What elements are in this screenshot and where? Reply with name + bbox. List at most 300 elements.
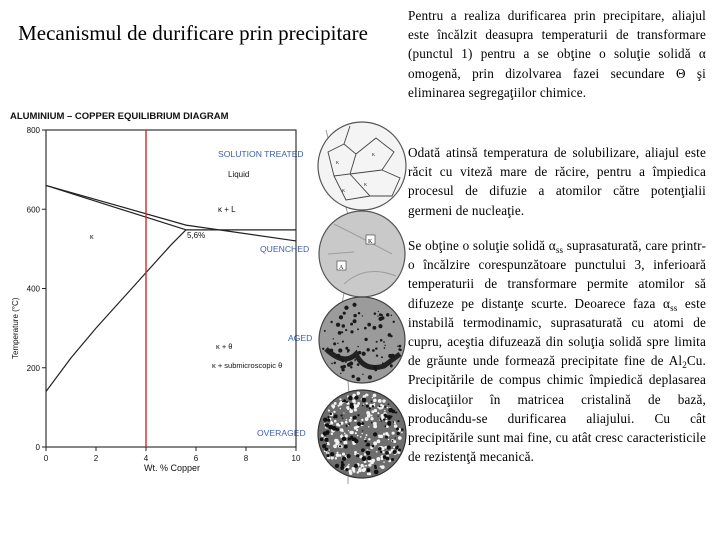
micrograph-particle xyxy=(352,375,355,378)
micrograph-particle xyxy=(342,453,345,456)
micrograph-particle xyxy=(339,402,343,406)
p3-subscript-2: 2 xyxy=(682,360,687,371)
paragraph-solution-treatment: Pentru a realiza durificarea prin precipitare, aliajul este încălzit deasupra temperaturii de transformare (punctul 1) pentru a se obţine o soluţie solidă α omogenă, prin dizolvarea fazei secundare Θ şi eliminarea segregaţiilor chimice. xyxy=(408,8,706,100)
micrograph-particle xyxy=(362,430,363,431)
micrograph-particle xyxy=(329,449,330,450)
micrograph-particle xyxy=(350,431,353,434)
micrograph-particle xyxy=(377,412,379,414)
x-tick-label-1: 2 xyxy=(93,454,99,463)
micrograph-particle xyxy=(346,425,348,427)
micrograph-particle xyxy=(361,419,363,421)
p3-part-d: Cu. Precipitările de compus chimic împiedică deplasarea dislocaţiilor în matricea cristalină de bază, producându-se durificarea aliajului. Cu cât precipitările sunt mai fine, cu atât cresc caracteristicile de rezistenţă mecanică. xyxy=(408,353,706,465)
p3-part-a: Se obţine o soluţie solidă α xyxy=(408,238,556,253)
micrograph-particle xyxy=(361,433,362,434)
micrograph-particle xyxy=(366,405,369,408)
micrograph-particle xyxy=(323,418,327,422)
micrograph-particle xyxy=(342,341,344,343)
micrograph-particle xyxy=(342,457,346,461)
micrograph-particle xyxy=(363,403,364,404)
micrograph-particle xyxy=(376,341,378,343)
x-tick-label-3: 6 xyxy=(193,454,199,463)
micrograph-particle xyxy=(346,419,348,421)
stage-label-overaged: OVERAGED xyxy=(257,428,306,438)
micrograph-particle xyxy=(368,463,371,466)
micrograph-particle xyxy=(373,424,377,428)
y-tick-label-1: 200 xyxy=(26,363,40,373)
micrograph-particle xyxy=(383,462,384,463)
micrograph-particle xyxy=(350,436,353,439)
micrograph-particle xyxy=(370,378,372,380)
micrograph-particle xyxy=(392,432,395,435)
micrograph-particle xyxy=(333,338,334,339)
micrograph-particle xyxy=(392,440,394,442)
micrograph-particle xyxy=(371,415,373,417)
micrograph-particle xyxy=(330,421,332,423)
micrograph-particle xyxy=(366,451,371,456)
micrograph-particle xyxy=(366,468,370,472)
micrograph-particle xyxy=(335,457,337,459)
micrograph-particle xyxy=(385,451,389,455)
micrograph-particle xyxy=(331,433,333,435)
micrograph-particle xyxy=(340,441,342,443)
micrograph-particle xyxy=(384,425,386,427)
micrograph-particle xyxy=(342,437,346,441)
micrograph-particle xyxy=(381,420,382,421)
micrograph-particle xyxy=(393,446,395,448)
micrograph-particle xyxy=(334,439,338,443)
micrograph-particle xyxy=(354,400,355,401)
micrograph-particle xyxy=(381,407,383,409)
micrograph-particle xyxy=(399,345,402,348)
micrograph-particle xyxy=(373,366,377,370)
overaged-micrograph xyxy=(318,390,406,478)
micrograph-particle xyxy=(382,451,384,453)
micrograph-particle xyxy=(337,343,338,344)
micrograph-particle xyxy=(372,397,374,399)
svg-text:κ: κ xyxy=(364,182,368,188)
micrograph-particle xyxy=(381,414,384,417)
micrograph-particle xyxy=(344,433,346,435)
micrograph-particle xyxy=(381,465,385,469)
micrograph-particle xyxy=(367,323,371,327)
svg-text:A: A xyxy=(339,265,344,271)
micrograph-particle xyxy=(345,361,347,363)
micrograph-particle xyxy=(343,412,344,413)
micrograph-particle xyxy=(364,327,367,330)
micrograph-particle xyxy=(335,464,339,468)
micrograph-particle xyxy=(336,354,340,358)
micrograph-particle xyxy=(362,315,363,316)
micrograph-particle xyxy=(344,468,345,469)
micrograph-particle xyxy=(326,443,327,444)
micrograph-particle xyxy=(372,326,376,330)
micrograph-particle xyxy=(374,466,377,469)
micrograph-particle xyxy=(343,312,346,315)
micrograph-particle xyxy=(342,324,345,327)
micrograph-particle xyxy=(395,411,397,413)
micrograph-particle xyxy=(340,408,342,410)
micrograph-particle xyxy=(357,414,359,416)
micrograph-particle xyxy=(381,316,385,320)
annotation-alpha-theta: κ + θ xyxy=(216,342,233,351)
micrograph-particle xyxy=(384,410,386,412)
micrograph-particle xyxy=(373,441,377,445)
micrograph-particle xyxy=(367,456,371,460)
micrograph-particle xyxy=(330,349,334,353)
micrograph-particle xyxy=(349,472,352,475)
svg-text:κ: κ xyxy=(336,160,340,166)
micrograph-particle xyxy=(353,319,357,323)
micrograph-particle xyxy=(367,348,370,351)
micrograph-particle xyxy=(357,435,359,437)
micrograph-particle xyxy=(378,434,380,436)
micrograph-particle xyxy=(339,398,341,400)
micrograph-particle xyxy=(362,456,367,461)
y-tick-label-4: 800 xyxy=(26,126,40,135)
micrograph-particle xyxy=(375,400,376,401)
micrograph-particle xyxy=(370,417,373,420)
micrograph-particle xyxy=(340,373,341,374)
micrograph-particle xyxy=(328,409,330,411)
micrograph-particle xyxy=(355,396,359,400)
micrograph-particle xyxy=(356,454,359,457)
micrograph-particle xyxy=(338,424,340,426)
micrograph-particle xyxy=(325,423,328,426)
micrograph-particle xyxy=(366,465,368,467)
micrograph-particle xyxy=(378,311,379,312)
micrograph-particle xyxy=(346,401,348,403)
micrograph-particle xyxy=(377,315,378,316)
micrograph-particle xyxy=(383,433,384,434)
micrograph-particle xyxy=(374,409,377,412)
micrograph-particle xyxy=(366,434,368,436)
micrograph-particle xyxy=(349,409,353,413)
micrograph-particle xyxy=(338,348,342,352)
micrograph-particle xyxy=(385,420,387,422)
micrograph-particle xyxy=(364,440,367,443)
micrograph-particle xyxy=(372,349,375,352)
micrograph-particle xyxy=(360,464,363,467)
al-cu-phase-diagram xyxy=(4,104,408,486)
micrograph-particle xyxy=(351,467,355,471)
micrograph-particle xyxy=(382,399,385,402)
micrograph-particle xyxy=(401,428,404,431)
micrograph-particle xyxy=(383,341,385,343)
micrograph-particle xyxy=(343,444,347,448)
micrograph-particle xyxy=(356,377,360,381)
micrograph-particle xyxy=(342,430,344,432)
micrograph-particle xyxy=(353,314,356,317)
micrograph-particle xyxy=(380,314,383,317)
micrograph-particle xyxy=(376,457,380,461)
micrograph-particle xyxy=(327,454,330,457)
micrograph-particle xyxy=(393,440,396,443)
micrograph-particle xyxy=(354,451,357,454)
micrograph-particle xyxy=(356,404,359,407)
micrograph-particle xyxy=(373,394,377,398)
micrograph-particle xyxy=(361,448,365,452)
micrograph-particle xyxy=(391,458,394,461)
p3-part-c: este instabilă termodinamic, suprasaturată cu atomi de cupru, aceştia difuzează din soluţia solidă spre limita de grăunte unde formează precipitate fine de Al xyxy=(408,295,707,369)
micrograph-particle xyxy=(387,445,391,449)
micrograph-particle xyxy=(366,443,370,447)
micrograph-particle xyxy=(391,415,393,417)
micrograph-particle xyxy=(379,400,381,402)
micrograph-particle xyxy=(362,398,367,403)
micrograph-particle xyxy=(334,414,338,418)
annotation-alpha-l: κ + L xyxy=(218,205,236,214)
micrograph-particle xyxy=(354,419,357,422)
micrograph-particle xyxy=(348,464,350,466)
micrograph-particle xyxy=(357,471,359,473)
micrograph-particle xyxy=(329,412,332,415)
micrograph-particle xyxy=(398,449,401,452)
micrograph-particle xyxy=(372,405,374,407)
micrograph-particle xyxy=(388,439,390,441)
x-axis-label: Wt. % Copper xyxy=(143,463,201,473)
micrograph-particle xyxy=(352,303,356,307)
micrograph-particle xyxy=(357,363,360,366)
micrograph-particle xyxy=(350,323,353,326)
slide-title: Mecanismul de durificare prin precipitare xyxy=(18,21,368,45)
micrograph-particle xyxy=(388,451,391,454)
micrograph-particle xyxy=(350,330,353,333)
micrograph-particle xyxy=(371,410,374,413)
micrograph-particle xyxy=(324,438,328,442)
micrograph-particle xyxy=(401,432,403,434)
micrograph-particle xyxy=(347,408,349,410)
micrograph-particle xyxy=(368,438,371,441)
micrograph-particle xyxy=(354,464,358,468)
paragraph-aging xyxy=(408,236,706,466)
micrograph-particle xyxy=(387,415,392,420)
micrograph-particle xyxy=(384,347,386,349)
micrograph-particle xyxy=(381,356,383,358)
micrograph-particle xyxy=(395,446,398,449)
y-tick-label-0: 0 xyxy=(35,443,40,452)
micrograph-particle xyxy=(333,411,335,413)
micrograph-particle xyxy=(345,329,347,331)
micrograph-particle xyxy=(327,419,330,422)
micrograph-particle xyxy=(383,418,385,420)
micrograph-particle xyxy=(380,456,382,458)
micrograph-particle xyxy=(373,432,377,436)
micrograph-particle xyxy=(387,407,389,409)
micrograph-particle xyxy=(393,421,394,422)
micrograph-particle xyxy=(348,423,350,425)
x-tick-label-2: 4 xyxy=(143,454,149,463)
micrograph-particle xyxy=(357,328,359,330)
micrograph-particle xyxy=(343,365,346,368)
micrograph-particle xyxy=(347,351,349,353)
micrograph-particle xyxy=(336,323,340,327)
micrograph-particle xyxy=(362,405,363,406)
micrograph-particle xyxy=(341,359,344,362)
micrograph-particle xyxy=(341,434,343,436)
micrograph-particle xyxy=(334,402,337,405)
solution-treated-micrograph xyxy=(318,122,406,210)
micrograph-particle xyxy=(369,407,371,409)
micrograph-particle xyxy=(341,463,345,467)
micrograph-particle xyxy=(361,422,364,425)
micrograph-particle xyxy=(384,406,386,408)
micrograph-particle xyxy=(388,408,393,413)
annotation-eutectic: 5,6% xyxy=(187,231,206,240)
micrograph-particle xyxy=(348,430,349,431)
micrograph-particle xyxy=(368,472,371,475)
micrograph-particle xyxy=(337,455,339,457)
micrograph-particle xyxy=(340,414,342,416)
micrograph-particle xyxy=(360,436,362,438)
micrograph-particle xyxy=(350,403,354,407)
micrograph-particle xyxy=(353,471,355,473)
micrograph-particle xyxy=(349,361,353,365)
micrograph-particle xyxy=(354,402,356,404)
micrograph-particle xyxy=(365,417,369,421)
micrograph-particle xyxy=(333,342,336,345)
micrograph-particle xyxy=(344,306,348,310)
chart-title: ALUMINIUM – COPPER EQUILIBRIUM DIAGRAM xyxy=(10,111,229,122)
micrograph-particle xyxy=(342,417,343,418)
micrograph-particle xyxy=(345,347,348,350)
micrograph-particle xyxy=(346,465,349,468)
micrograph-particle xyxy=(345,421,348,424)
micrograph-particle xyxy=(397,420,399,422)
micrograph-particle xyxy=(366,402,368,404)
micrograph-particle xyxy=(328,452,330,454)
micrograph-particle xyxy=(353,416,357,420)
micrograph-particle xyxy=(367,394,369,396)
micrograph-particle xyxy=(380,418,382,420)
annotation-liquid: Liquid xyxy=(228,170,250,179)
p3-subscript-ss-1: ss xyxy=(555,245,564,255)
micrograph-particle xyxy=(353,438,356,441)
stage-label-solution-treated: SOLUTION TREATED xyxy=(218,149,304,159)
micrograph-particle xyxy=(359,467,361,469)
micrograph-particle xyxy=(324,330,326,332)
micrograph-particle xyxy=(366,411,370,415)
micrograph-particle xyxy=(394,424,398,428)
micrograph-particle xyxy=(374,470,379,475)
x-tick-label-4: 8 xyxy=(243,454,249,463)
micrograph-particle xyxy=(384,446,387,449)
micrograph-particle xyxy=(393,321,395,323)
micrograph-particle xyxy=(388,403,390,405)
micrograph-particle xyxy=(330,456,333,459)
micrograph-particle xyxy=(357,392,360,395)
micrograph-particle xyxy=(343,399,346,402)
aged-micrograph xyxy=(319,297,405,383)
micrograph-particle xyxy=(362,374,363,375)
micrograph-particle xyxy=(383,455,387,459)
micrograph-particle xyxy=(371,422,373,424)
micrograph-particle xyxy=(388,354,392,358)
p3-subscript-ss-2: ss xyxy=(670,302,678,313)
micrograph-particle xyxy=(331,363,333,365)
micrograph-particle xyxy=(378,416,379,417)
micrograph-particle xyxy=(339,315,343,319)
micrograph-particle xyxy=(327,416,329,418)
micrograph-particle xyxy=(375,347,377,349)
svg-text:κ: κ xyxy=(372,152,376,158)
micrograph-particle xyxy=(358,312,360,314)
micrograph-particle xyxy=(395,437,396,438)
micrograph-particle xyxy=(334,420,337,423)
micrograph-particle xyxy=(380,451,382,453)
micrograph-particle xyxy=(349,419,352,422)
micrograph-particle xyxy=(393,450,397,454)
micrograph-particle xyxy=(334,362,336,364)
svg-text:K: K xyxy=(368,239,373,245)
micrograph-particle xyxy=(382,405,385,408)
micrograph-particle xyxy=(384,414,387,417)
micrograph-particle xyxy=(372,445,375,448)
svg-text:κ: κ xyxy=(342,188,346,194)
micrograph-particle xyxy=(358,351,362,355)
micrograph-particle xyxy=(371,401,373,403)
micrograph-particle xyxy=(385,436,388,439)
micrograph-particle xyxy=(378,447,382,451)
y-tick-label-3: 600 xyxy=(26,205,40,215)
micrograph-particle xyxy=(379,406,381,408)
micrograph-particle xyxy=(397,432,400,435)
micrograph-particle xyxy=(355,432,357,434)
micrograph-particle xyxy=(331,404,334,407)
micrograph-particle xyxy=(396,428,399,431)
micrograph-particle xyxy=(326,452,328,454)
micrograph-particle xyxy=(398,436,402,440)
micrograph-particle xyxy=(348,396,353,401)
micrograph-particle xyxy=(350,417,352,419)
micrograph-particle xyxy=(382,362,384,364)
paragraph-quenching: Odată atinsă temperatura de solubilizare, aliajul este răcit cu viteză mare de răcire, pentru a împiedica procesul de difuzie a atomilor către potenţialii germeni de nucleaţie. xyxy=(408,145,706,218)
micrograph-particle xyxy=(384,345,385,346)
y-tick-label-2: 400 xyxy=(26,284,40,294)
micrograph-particle xyxy=(341,331,343,333)
micrograph-particle xyxy=(320,437,324,441)
micrograph-particle xyxy=(365,437,366,438)
micrograph-particle xyxy=(390,364,393,367)
micrograph-particle xyxy=(336,452,338,454)
annotation-alpha-submicroscopic: κ + submicroscopic θ xyxy=(212,361,283,370)
micrograph-particle xyxy=(338,331,342,335)
micrograph-particle xyxy=(325,430,330,435)
micrograph-particle xyxy=(360,467,362,469)
micrograph-particle xyxy=(357,422,361,426)
micrograph-particle xyxy=(354,408,357,411)
stage-label-aged: AGED xyxy=(288,333,313,343)
micrograph-particle xyxy=(390,335,392,337)
micrograph-particle xyxy=(386,313,389,316)
micrograph-particle xyxy=(358,361,360,363)
micrograph-particle xyxy=(380,339,383,342)
micrograph-particle xyxy=(339,454,342,457)
micrograph-particle xyxy=(354,359,356,361)
micrograph-particle xyxy=(346,454,350,458)
micrograph-particle xyxy=(362,352,366,356)
annotation-alpha: κ xyxy=(90,234,94,241)
micrograph-particle xyxy=(376,354,378,356)
micrograph-particle xyxy=(330,452,334,456)
stage-label-quenched: QUENCHED xyxy=(260,244,310,254)
micrograph-particle xyxy=(378,324,382,328)
micrograph-particle xyxy=(343,441,347,445)
micrograph-particle xyxy=(368,426,369,427)
micrograph-particle xyxy=(364,338,367,341)
micrograph-particle xyxy=(341,368,344,371)
quenched-micrograph xyxy=(319,211,405,297)
micrograph-particle xyxy=(378,439,379,440)
